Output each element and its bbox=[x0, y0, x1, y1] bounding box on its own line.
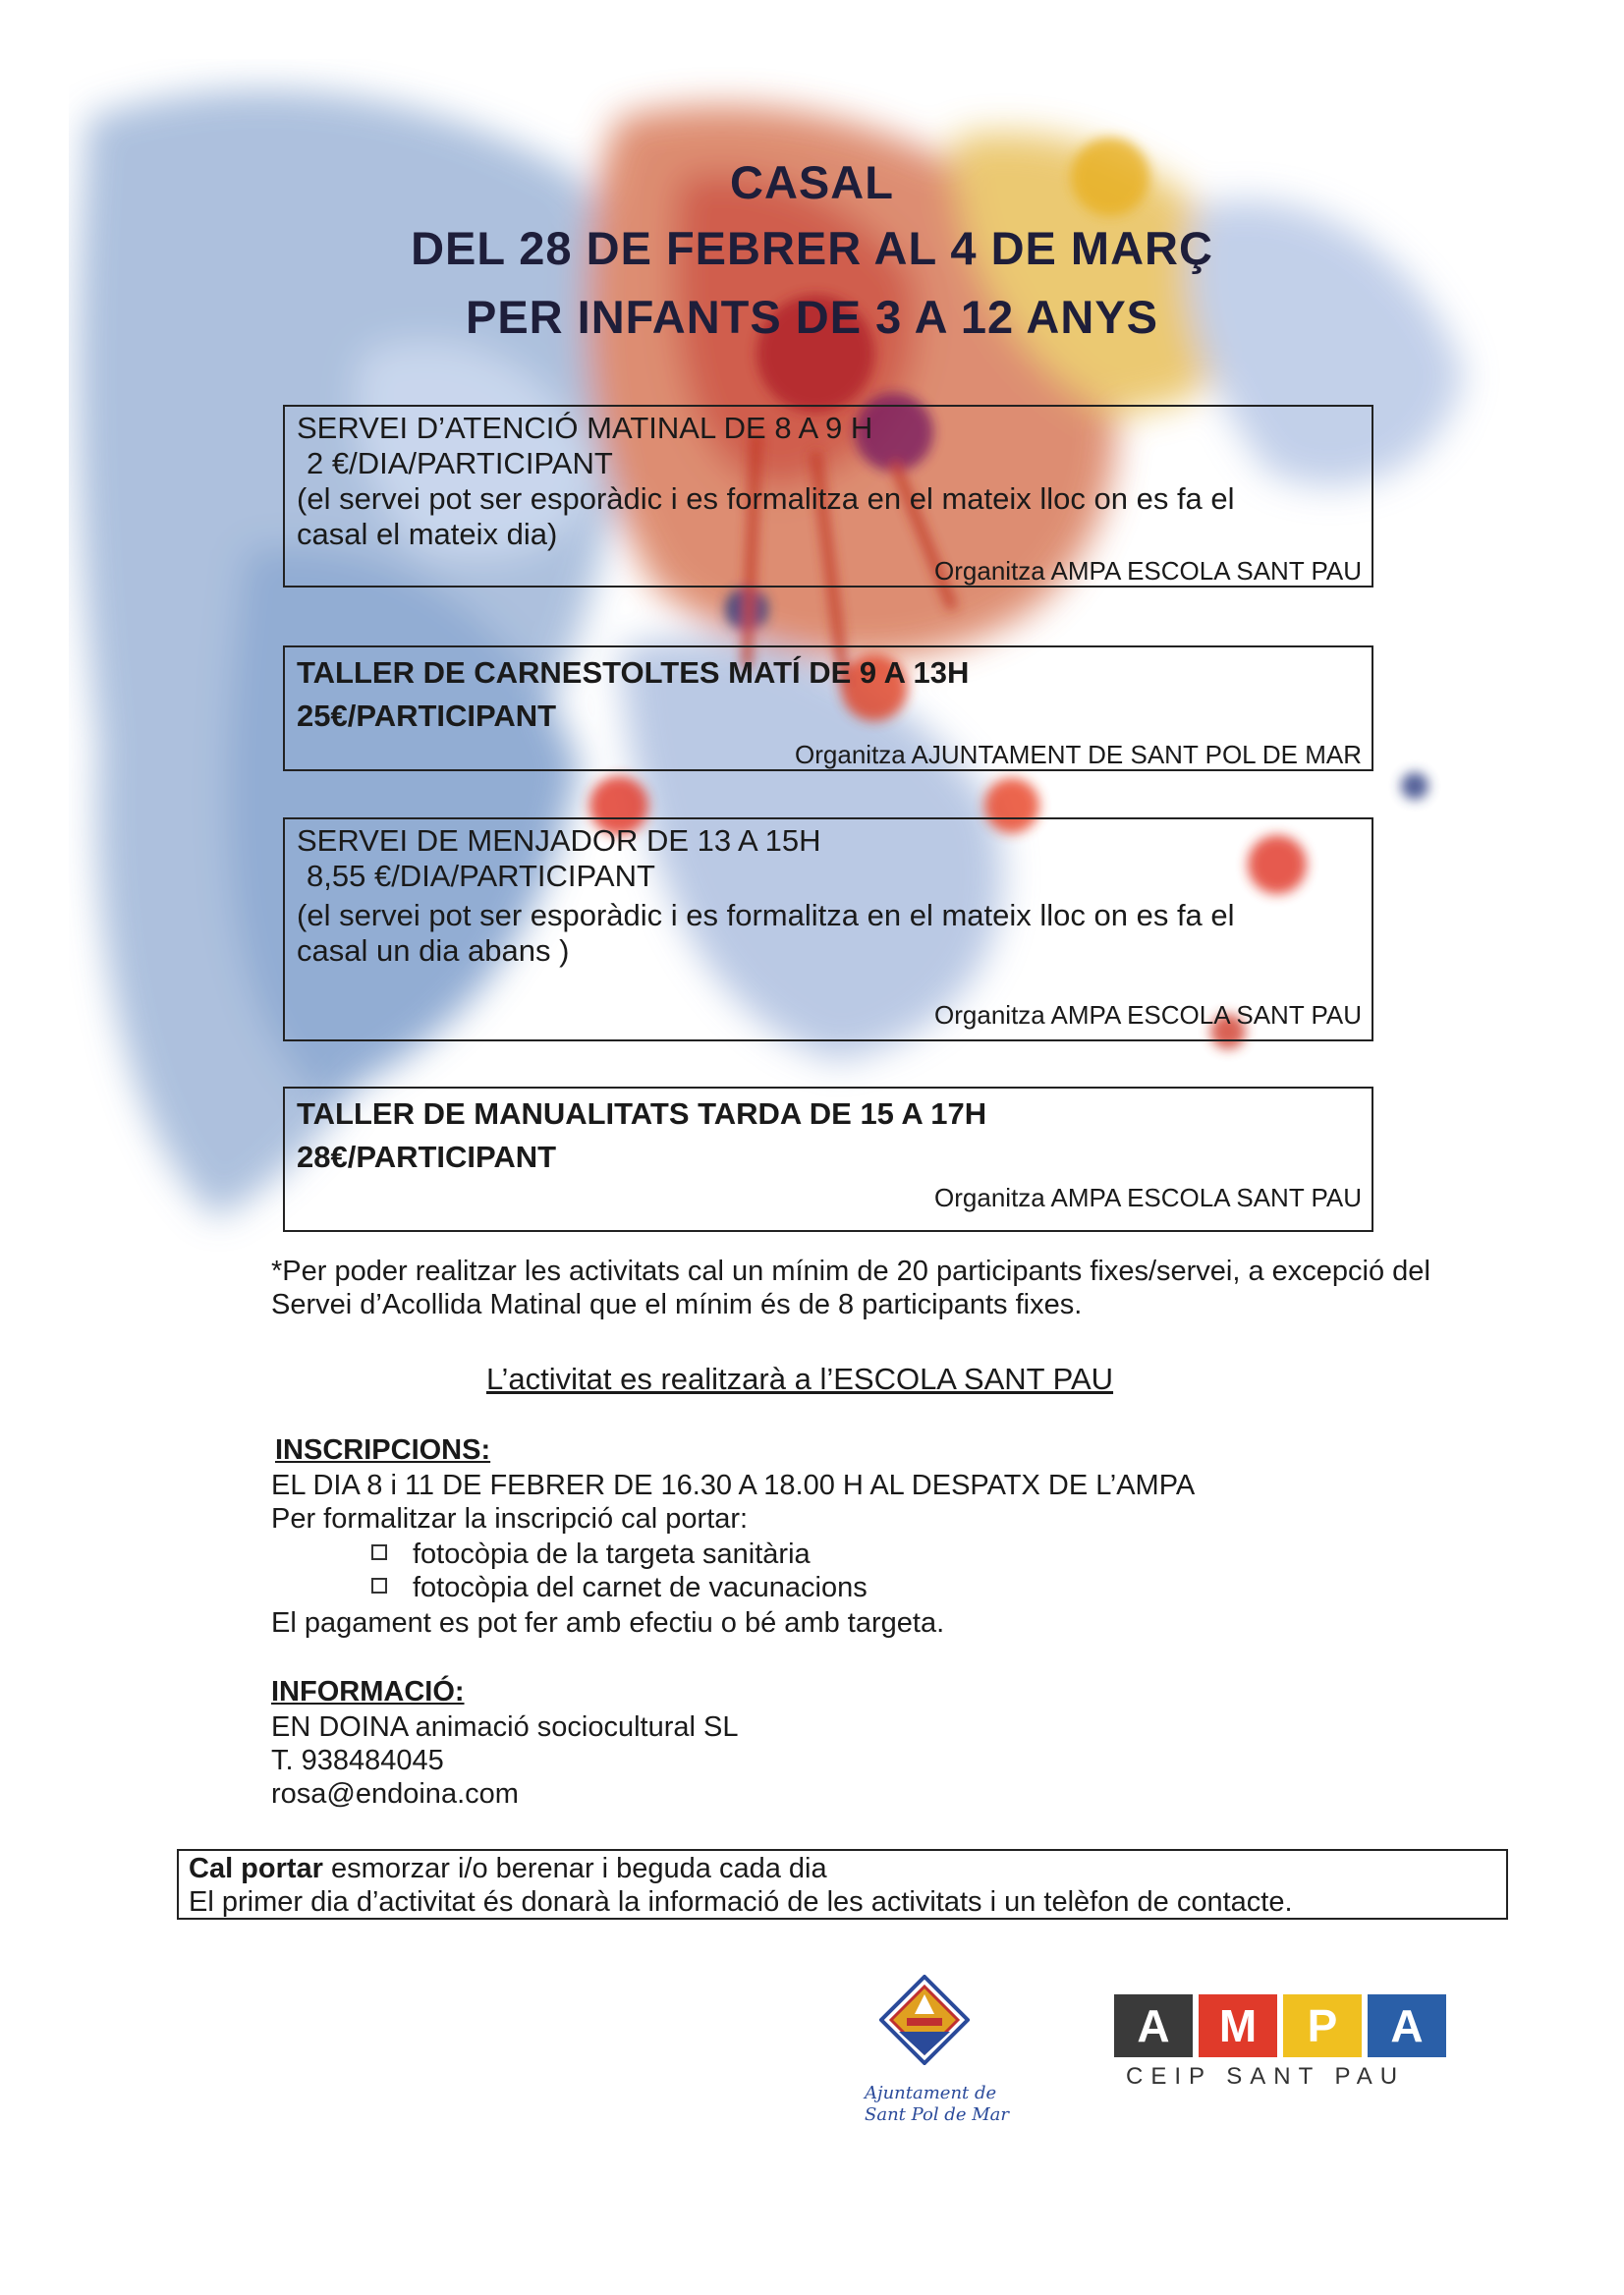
service-title: TALLER DE MANUALITATS TARDA DE 15 A 17H bbox=[297, 1096, 987, 1131]
list-item bbox=[371, 1572, 868, 1604]
service-price: 28€/PARTICIPANT bbox=[297, 1140, 557, 1174]
minimum-note: Servei d’Acollida Matinal que el mínim és de 8 participants fixes. bbox=[271, 1289, 1083, 1320]
service-box-carnival bbox=[283, 645, 1373, 771]
info-email: rosa@endoina.com bbox=[271, 1778, 519, 1810]
location-line: L’activitat es realitzarà a l’ESCOLA SANT PAU bbox=[486, 1362, 1114, 1396]
bring-note-line2: El primer dia d’activitat és donarà la informació de les activitats i un telèfon de contacte. bbox=[189, 1886, 1293, 1918]
service-box-lunch bbox=[283, 817, 1373, 1041]
information-heading: INFORMACIÓ: bbox=[271, 1676, 465, 1707]
ampa-logo-letter: P bbox=[1283, 1994, 1362, 2057]
list-item-text: fotocòpia de la targeta sanitària bbox=[413, 1539, 811, 1570]
service-note: (el servei pot ser esporàdic i es formalitza en el mateix lloc on es fa el bbox=[297, 481, 1235, 516]
service-note: casal el mateix dia) bbox=[297, 517, 558, 551]
checkbox-bullet-icon bbox=[371, 1578, 387, 1594]
service-price: 2 €/DIA/PARTICIPANT bbox=[307, 446, 613, 480]
title-line-2: DEL 28 DE FEBRER AL 4 DE MARÇ bbox=[411, 222, 1213, 274]
list-item bbox=[371, 1539, 811, 1571]
minimum-note: *Per poder realitzar les activitats cal un mínim de 20 participants fixes/servei, a excepció del bbox=[271, 1256, 1430, 1287]
ajuntament-name-line2: Sant Pol de Mar bbox=[865, 2104, 1009, 2125]
ampa-logo-letter: M bbox=[1199, 1994, 1277, 2057]
ampa-logo-letter: A bbox=[1368, 1994, 1446, 2057]
service-organizer: Organitza AJUNTAMENT DE SANT POL DE MAR bbox=[795, 740, 1362, 769]
inscriptions-date: EL DIA 8 i 11 DE FEBRER DE 16.30 A 18.00 H AL DESPATX DE L’AMPA bbox=[271, 1470, 1196, 1501]
bring-note-bold: Cal portar bbox=[189, 1853, 323, 1884]
ajuntament-name-line1: Ajuntament de bbox=[865, 2083, 997, 2103]
checkbox-bullet-icon bbox=[371, 1544, 387, 1560]
service-note: casal un dia abans ) bbox=[297, 933, 570, 968]
bring-note-line1 bbox=[189, 1853, 827, 1885]
service-organizer: Organitza AMPA ESCOLA SANT PAU bbox=[934, 556, 1362, 586]
ampa-school-name: CEIP SANT PAU bbox=[1126, 2063, 1406, 2090]
bring-note-box bbox=[177, 1849, 1508, 1920]
info-phone: T. 938484045 bbox=[271, 1745, 444, 1776]
list-item-text: fotocòpia del carnet de vacunacions bbox=[413, 1572, 868, 1603]
service-note: (el servei pot ser esporàdic i es formalitza en el mateix lloc on es fa el bbox=[297, 898, 1235, 932]
ajuntament-shield-icon bbox=[879, 1975, 970, 2065]
service-price: 25€/PARTICIPANT bbox=[297, 699, 557, 733]
title-line-1: CASAL bbox=[730, 156, 894, 208]
service-title: SERVEI DE MENJADOR DE 13 A 15H bbox=[297, 823, 821, 858]
bring-note-rest: esmorzar i/o berenar i beguda cada dia bbox=[322, 1853, 827, 1884]
service-title: TALLER DE CARNESTOLTES MATÍ DE 9 A 13H bbox=[297, 655, 970, 690]
service-organizer: Organitza AMPA ESCOLA SANT PAU bbox=[934, 1000, 1362, 1030]
title-line-3: PER INFANTS DE 3 A 12 ANYS bbox=[465, 291, 1159, 343]
service-title: SERVEI D’ATENCIÓ MATINAL DE 8 A 9 H bbox=[297, 411, 873, 445]
info-company: EN DOINA animació sociocultural SL bbox=[271, 1711, 739, 1743]
ampa-logo-letter: A bbox=[1114, 1994, 1193, 2057]
service-price: 8,55 €/DIA/PARTICIPANT bbox=[307, 859, 655, 893]
service-box-morning bbox=[283, 405, 1373, 588]
payment-line: El pagament es pot fer amb efectiu o bé amb targeta. bbox=[271, 1607, 945, 1639]
service-box-crafts bbox=[283, 1087, 1373, 1232]
inscriptions-bring: Per formalitzar la inscripció cal portar: bbox=[271, 1503, 749, 1535]
service-organizer: Organitza AMPA ESCOLA SANT PAU bbox=[934, 1183, 1362, 1212]
inscriptions-heading: INSCRIPCIONS: bbox=[275, 1434, 491, 1466]
